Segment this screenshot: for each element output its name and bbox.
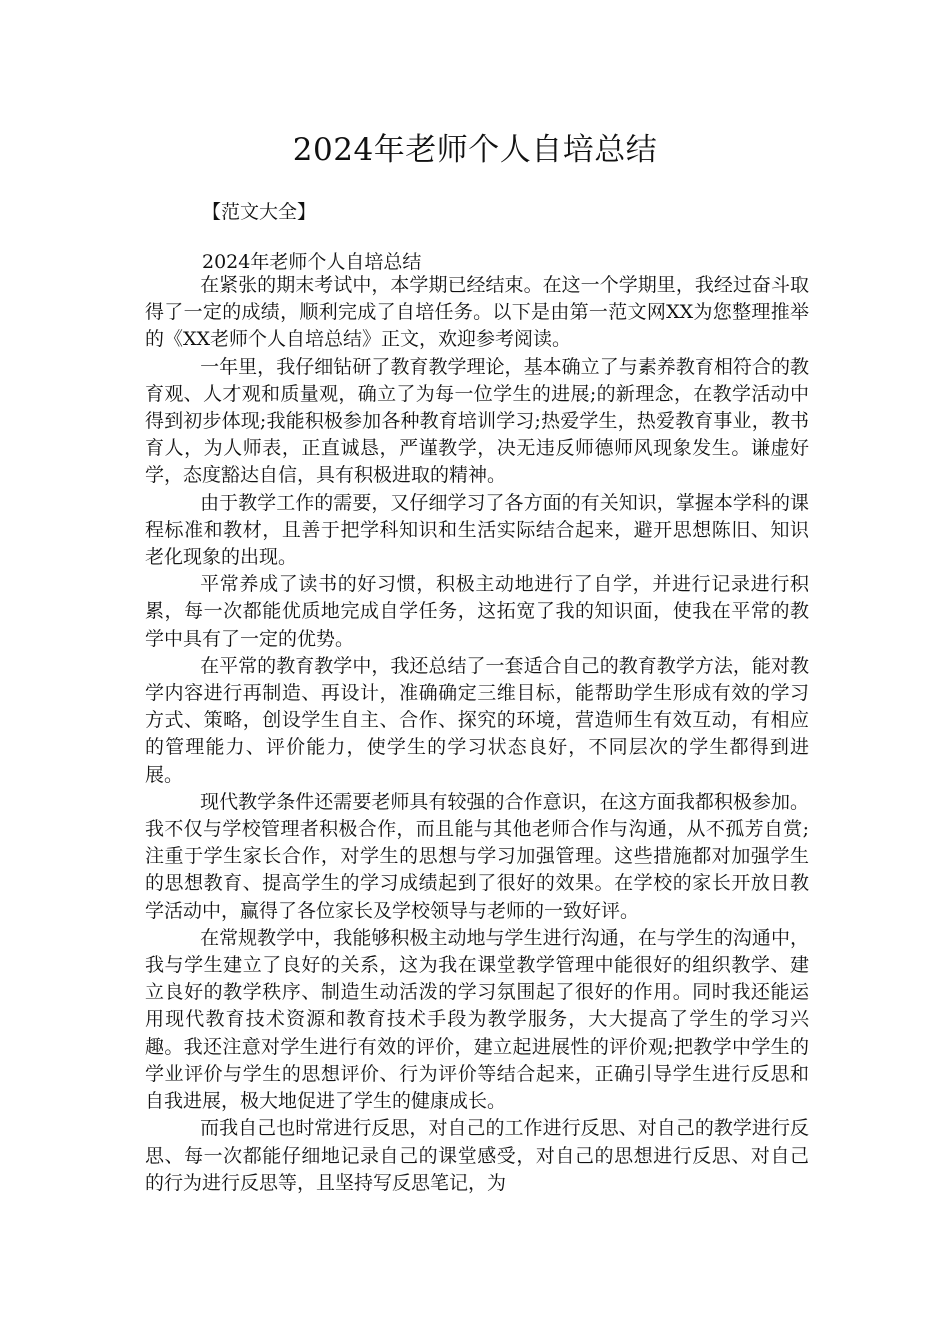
- paragraph: 现代教学条件还需要老师具有较强的合作意识，在这方面我都积极参加。我不仅与学校管理者积极合作，而且能与其他老师合作与沟通，从不孤芳自赏;注重于学生家长合作，对学生的思想与学习加强管理。这些措施都对加强学生的思想教育、提高学生的学习成绩起到了很好的效果。在学校的家长开放日教学活动中，赢得了各位家长及学校领导与老师的一致好评。: [145, 790, 809, 922]
- paragraph: 由于教学工作的需要，又仔细学习了各方面的有关知识，掌握本学科的课程标准和教材，且善于把学科知识和生活实际结合起来，避开思想陈旧、知识老化现象的出现。: [145, 491, 809, 569]
- paragraph: 平常养成了读书的好习惯，积极主动地进行了自学，并进行记录进行积累，每一次都能优质地完成自学任务，这拓宽了我的知识面，使我在平常的教学中具有了一定的优势。: [145, 573, 809, 650]
- category-label: 【范文大全】: [202, 201, 317, 223]
- document-body: [145, 272, 809, 1197]
- paragraph: 在平常的教育教学中，我还总结了一套适合自己的教育教学方法，能对教学内容进行再制造、再设计，准确确定三维目标，能帮助学生形成有效的学习方式、策略，创设学生自主、合作、探究的环境，营造师生有效互动，有相应的管理能力、评价能力，使学生的学习状态良好，不同层次的学生都得到进展。: [145, 654, 809, 786]
- paragraph: 一年里，我仔细钻研了教育教学理论，基本确立了与素养教育相符合的教育观、人才观和质量观，确立了为每一位学生的进展;的新理念，在教学活动中得到初步体现;我能积极参加各种教育培训学习;热爱学生，热爱教育事业，教书育人，为人师表，正直诚恳，严谨教学，决无违反师德师风现象发生。谦虚好学，态度豁达自信，具有积极进取的精神。: [145, 355, 809, 487]
- document-subtitle: 2024年老师个人自培总结: [202, 251, 422, 273]
- paragraph: 在紧张的期末考试中，本学期已经结束。在这一个学期里，我经过奋斗取得了一定的成绩，顺利完成了自培任务。以下是由第一范文网XX为您整理推举的《XX老师个人自培总结》正文，欢迎参考阅读。: [145, 274, 809, 351]
- paragraph: 在常规教学中，我能够积极主动地与学生进行沟通，在与学生的沟通中，我与学生建立了良好的关系，这为我在课堂教学管理中能很好的组织教学、建立良好的教学秩序、制造生动活泼的学习氛围起了很好的作用。同时我还能运用现代教育技术资源和教育技术手段为教学服务，大大提高了学生的学习兴趣。我还注意对学生进行有效的评价，建立起进展性的评价观;把教学中学生的学业评价与学生的思想评价、行为评价等结合起来，正确引导学生进行反思和自我进展，极大地促进了学生的健康成长。: [145, 926, 809, 1113]
- paragraph: 而我自己也时常进行反思，对自己的工作进行反思、对自己的教学进行反思、每一次都能仔细地记录自己的课堂感受，对自己的思想进行反思、对自己的行为进行反思等，且坚持写反思笔记，为: [145, 1117, 809, 1194]
- document-title: 2024年老师个人自培总结: [292, 132, 658, 168]
